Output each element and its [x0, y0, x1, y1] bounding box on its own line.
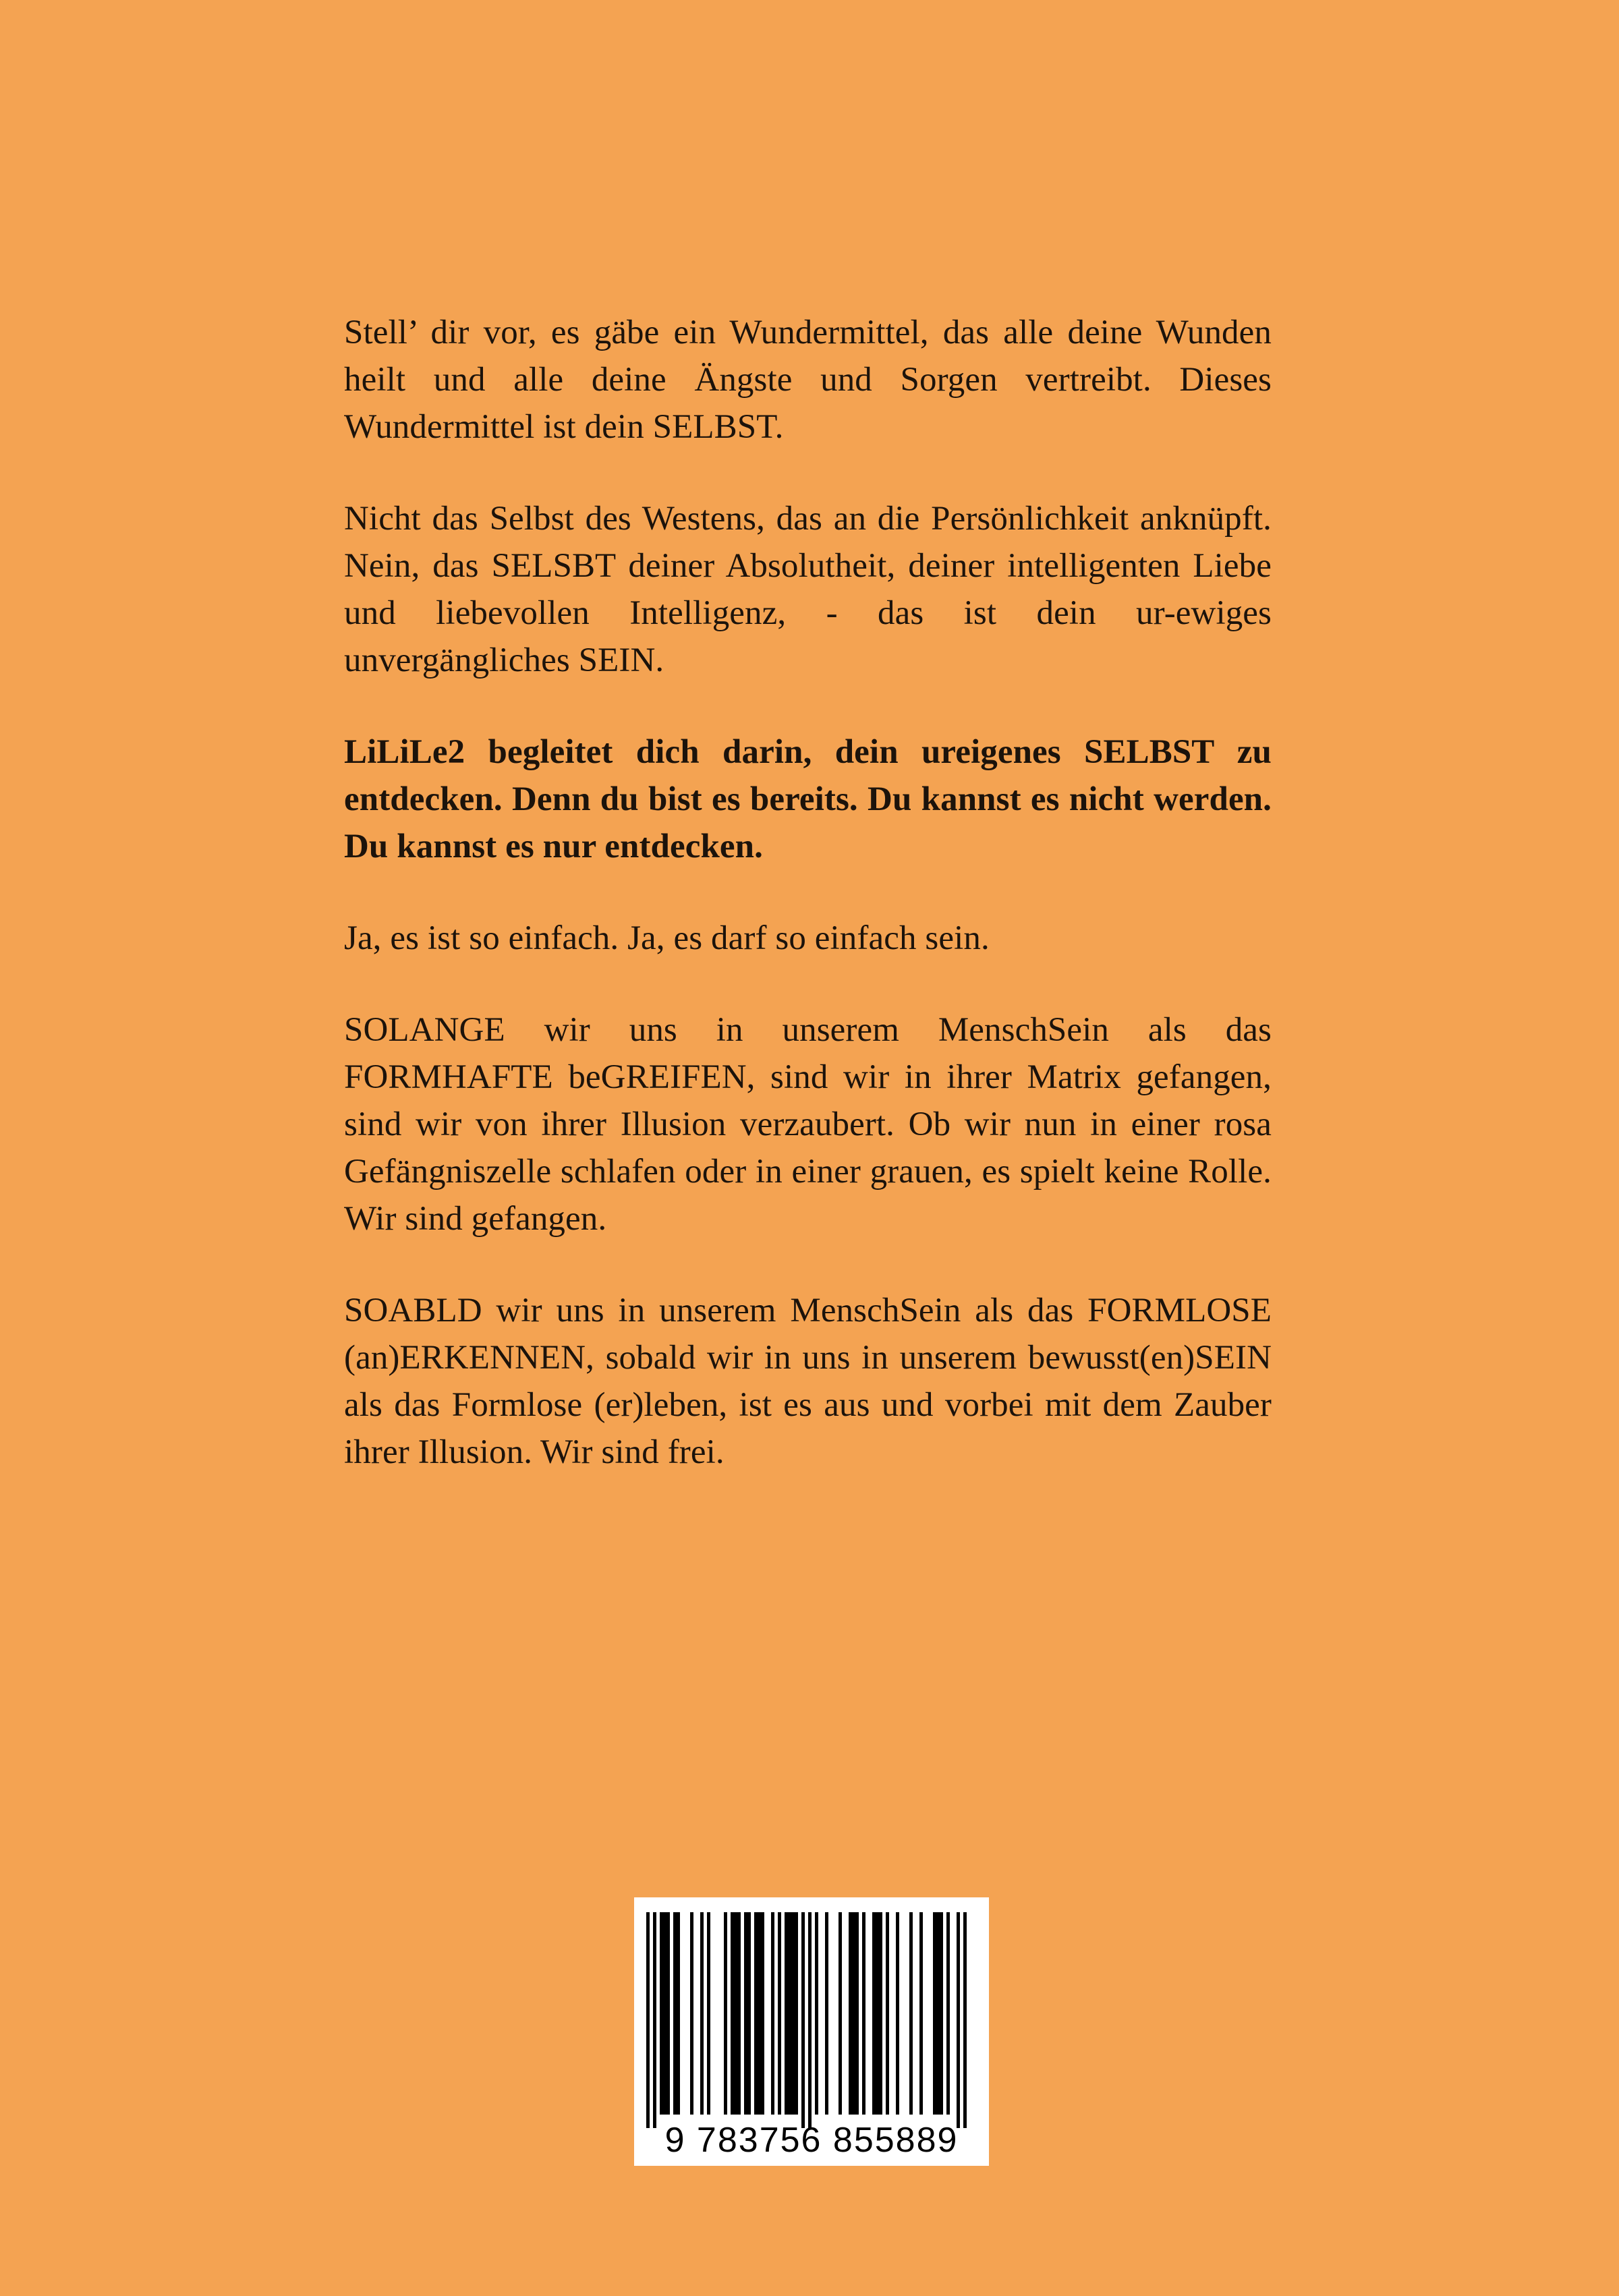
barcode-bar-36 — [879, 1912, 882, 2115]
blurb-paragraph-3-emphasis: LiLiLe2 begleitet dich darin, dein ureigenes SELBST zu entdecken. Denn du bist es bereits. Du kannst es nicht werden. Du kannst es nur entdecken. — [344, 733, 1272, 865]
barcode-bar-2 — [660, 1912, 663, 2115]
barcode-bar-44 — [946, 1912, 950, 2115]
barcode-bar-31 — [852, 1912, 855, 2115]
barcode-bar-22 — [788, 1912, 791, 2115]
barcode-bar-8 — [700, 1912, 704, 2115]
barcode-bar-42 — [936, 1912, 940, 2115]
barcode-bar-43 — [940, 1912, 943, 2115]
barcode-bar-20 — [778, 1912, 781, 2115]
barcode-bar-9 — [707, 1912, 710, 2115]
barcode-bar-45 — [957, 1912, 960, 2128]
barcode-bar-7 — [690, 1912, 693, 2115]
barcode-bar-29 — [839, 1912, 842, 2115]
barcode-bar-5 — [673, 1912, 677, 2115]
blurb-text — [344, 309, 1272, 1520]
barcode-bar-21 — [785, 1912, 788, 2115]
barcode-bar-6 — [677, 1912, 680, 2115]
barcode-bar-46 — [963, 1912, 967, 2128]
barcode-bar-37 — [886, 1912, 889, 2115]
barcode-bar-12 — [734, 1912, 737, 2115]
barcode-bar-39 — [909, 1912, 913, 2115]
barcode-bar-40 — [919, 1912, 923, 2115]
barcode-bar-13 — [737, 1912, 741, 2115]
blurb-paragraph-6: SOABLD wir uns in unserem MenschSein als das FORMLOSE (an)ERKENNEN, sobald wir in uns in unserem bewusst(en)SEIN als das Formlose (er)leben, ist es aus und vorbei mit dem Zauber ihrer Illusion. Wir sind frei. — [344, 1292, 1272, 1471]
barcode-bar-32 — [855, 1912, 859, 2115]
barcode-bar-35 — [876, 1912, 879, 2115]
blurb-paragraph-1: Stell’ dir vor, es gäbe ein Wundermittel, das alle deine Wunden heilt und alle deine Ängste und Sorgen vertreibt. Dieses Wundermittel ist dein SELBST. — [344, 314, 1272, 446]
barcode-bar-17 — [758, 1912, 761, 2115]
barcode-bar-18 — [761, 1912, 764, 2115]
blurb-paragraph-5: SOLANGE wir uns in unserem MenschSein als das FORMHAFTE beGREIFEN, sind wir in ihrer Matrix gefangen, sind wir von ihrer Illusion verzaubert. Ob wir nun in einer rosa Gefängniszelle schlafen oder in einer grauen, es spielt keine Rolle. Wir sind gefangen. — [344, 1011, 1272, 1238]
isbn-number: 9 783756 855889 — [664, 2121, 959, 2160]
barcode-bar-24 — [795, 1912, 798, 2115]
barcode-bar-41 — [933, 1912, 936, 2115]
barcode-bar-15 — [747, 1912, 751, 2115]
barcode-bar-4 — [666, 1912, 670, 2115]
blurb-paragraph-2: Nicht das Selbst des Westens, das an die Persönlichkeit anknüpft. Nein, das SELSBT deiner Absolutheit, deiner intelligenten Liebe und liebevollen Intelligenz, - das ist dein ur-ewiges unvergängliches SEIN. — [344, 500, 1272, 679]
barcode-bar-25 — [801, 1912, 805, 2128]
barcode-bar-26 — [808, 1912, 812, 2128]
barcode-bar-27 — [815, 1912, 818, 2115]
barcode-bar-11 — [731, 1912, 734, 2115]
barcode-bar-10 — [724, 1912, 727, 2115]
blurb-paragraph-4: Ja, es ist so einfach. Ja, es darf so einfach sein. — [344, 919, 990, 957]
barcode-bar-38 — [896, 1912, 899, 2115]
barcode-bar-0 — [646, 1912, 650, 2128]
barcode-bar-33 — [862, 1912, 865, 2115]
barcode-bar-1 — [653, 1912, 656, 2128]
barcode-bar-34 — [872, 1912, 876, 2115]
barcode-bar-23 — [791, 1912, 795, 2115]
barcode-bar-19 — [771, 1912, 774, 2115]
barcode-bar-28 — [825, 1912, 828, 2115]
barcode-bar-14 — [744, 1912, 747, 2115]
isbn-barcode — [634, 1897, 989, 2166]
barcode-bar-3 — [663, 1912, 666, 2115]
barcode-bar-16 — [754, 1912, 758, 2115]
barcode-bar-30 — [849, 1912, 852, 2115]
